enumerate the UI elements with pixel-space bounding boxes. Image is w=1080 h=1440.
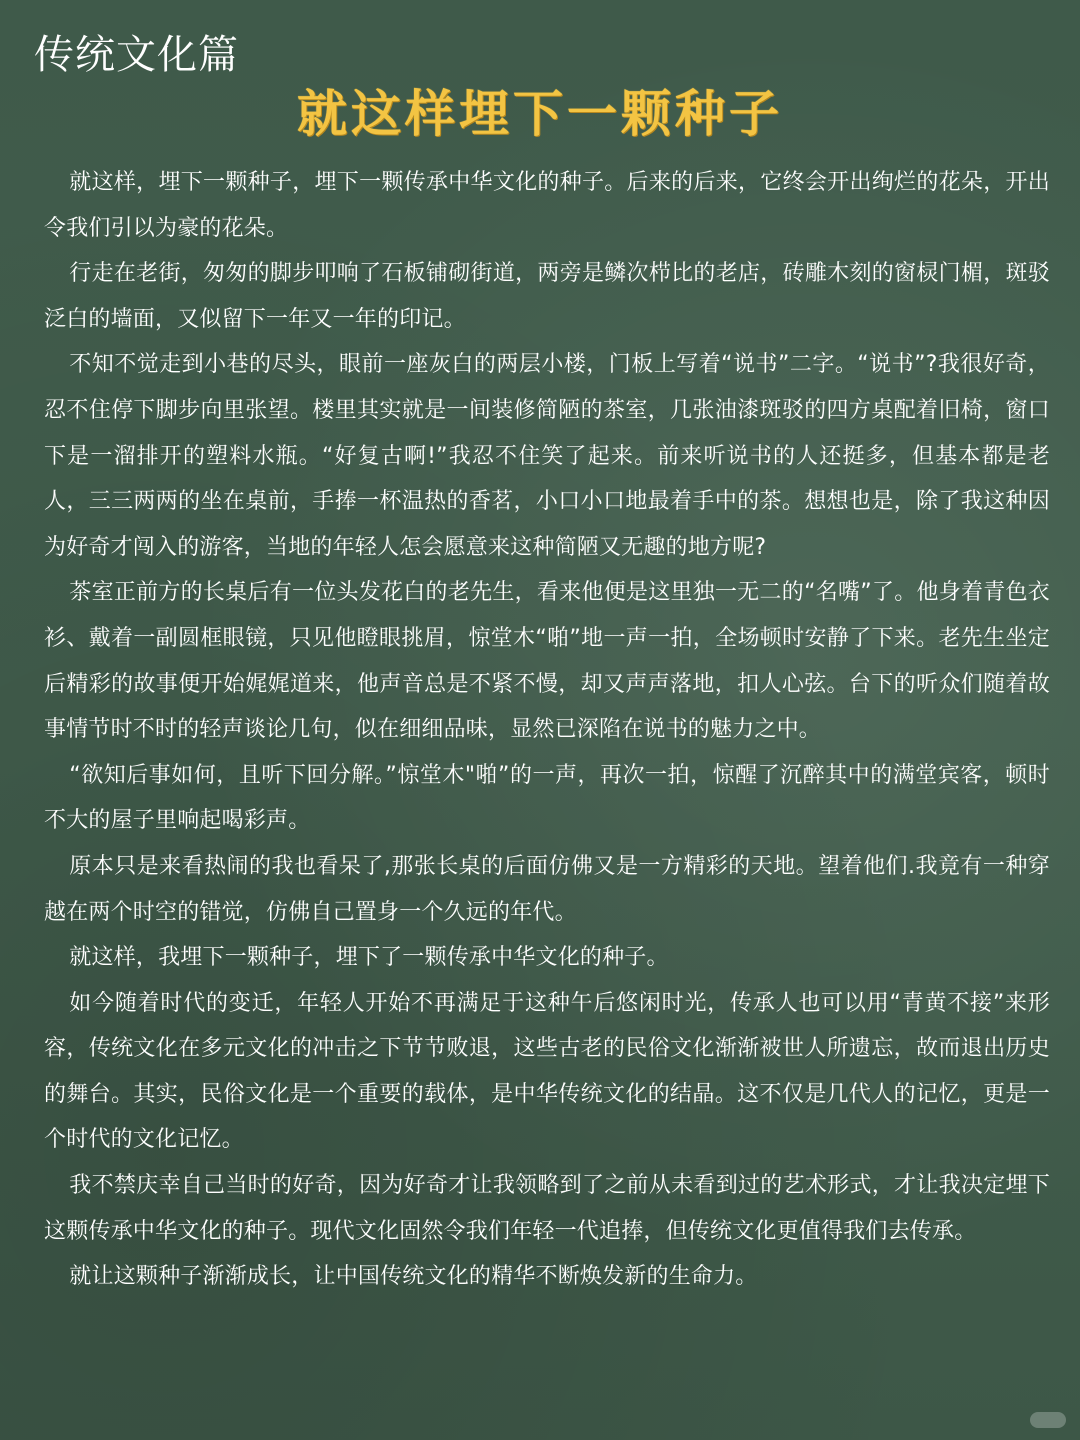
watermark-badge: [1030, 1412, 1066, 1428]
paragraph: 就这样，埋下一颗种子，埋下一颗传承中华文化的种子。后来的后来，它终会开出绚烂的花朵，开出令我们引以为豪的花朵。: [44, 170, 1050, 241]
paragraph: 不知不觉走到小巷的尽头，眼前一座灰白的两层小楼，门板上写着“说书”二字。“说书”?我很好奇，忍不住停下脚步向里张望。楼里其实就是一间装修简陋的茶室，几张油漆斑驳的四方桌配着旧椅，窗口下是一溜排开的塑料水瓶。“好复古啊!”我忍不住笑了起来。前来听说书的人还挺多，但基本都是老人，三三两两的坐在桌前，手捧一杯温热的香茗，小口小口地最着手中的茶。想想也是，除了我这种因为好奇才闯入的游客，当地的年轻人怎会愿意来这种简陋又无趣的地方呢?: [44, 352, 1050, 560]
paragraph: “欲知后事如何，且听下回分解。”惊堂木"啪”的一声，再次一拍，惊醒了沉醉其中的满堂宾客，顿时不大的屋子里响起喝彩声。: [44, 762, 1050, 834]
article-body: [44, 160, 1050, 1300]
paragraph: 就让这颗种子渐渐成长，让中国传统文化的精华不断焕发新的生命力。: [69, 1264, 758, 1290]
paragraph: 就这样，我埋下一颗种子，埋下了一颗传承中华文化的种子。: [69, 945, 669, 971]
paragraph: 我不禁庆幸自己当时的好奇，因为好奇才让我领略到了之前从未看到过的艺术形式，才让我决定埋下这颗传承中华文化的种子。现代文化固然令我们年轻一代追捧，但传统文化更值得我们去传承。: [44, 1173, 1050, 1244]
paragraph: 茶室正前方的长桌后有一位头发花白的老先生，看来他便是这里独一无二的“名嘴”了。他身着青色衣衫、戴着一副圆框眼镜，只见他瞪眼挑眉，惊堂木“啪”地一声一拍，全场顿时安静了下来。老先生坐定后精彩的故事便开始娓娓道来，他声音总是不紧不慢，却又声声落地，扣人心弦。台下的听众们随着故事情节时不时的轻声谈论几句，似在细细品味，显然已深陷在说书的魅力之中。: [44, 580, 1050, 743]
paragraph: 行走在老街，匆匆的脚步叩响了石板铺砌街道，两旁是鳞次栉比的老店，砖雕木刻的窗棂门楣，斑驳泛白的墙面，又似留下一年又一年的印记。: [44, 261, 1050, 332]
page-title: 就这样埋下一颗种子: [297, 85, 783, 143]
paragraph: 原本只是来看热闹的我也看呆了,那张长桌的后面仿佛又是一方精彩的天地。望着他们.我竟有一种穿越在两个时空的错觉，仿佛自己置身一个久远的年代。: [44, 853, 1050, 925]
category-label: 传统文化篇: [34, 32, 239, 78]
paragraph: 如今随着时代的变迁，年轻人开始不再满足于这种午后悠闲时光，传承人也可以用“青黄不接”来形容，传统文化在多元文化的冲击之下节节败退，这些古老的民俗文化渐渐被世人所遗忘，故而退出历史的舞台。其实，民俗文化是一个重要的载体，是中华传统文化的结晶。这不仅是几代人的记忆，更是一个时代的文化记忆。: [44, 990, 1050, 1153]
